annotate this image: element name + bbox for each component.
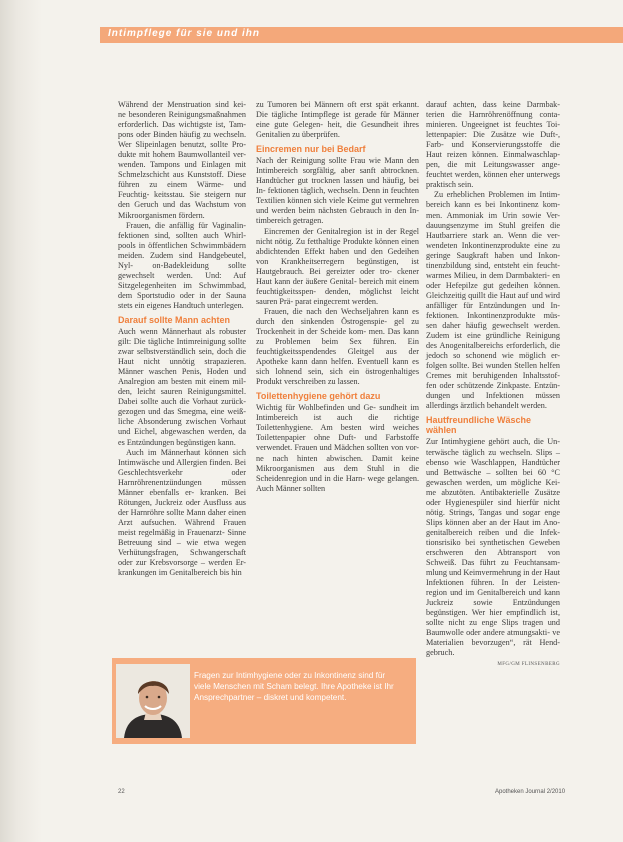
page-number: 22	[118, 789, 125, 795]
paragraph: Auch im Männerhaut können sich Intimwäsche und Allergien finden. Bei Geschlechtsverkehr oder Harnröhrenentzündungen müssen Männer ebenfalls er- kranken. Bei Rötungen, Juckreiz oder Ausfluss aus der Harnröhre sollte Mann daher einen Arzt aufsuchen. Während Frauen meist regelmäßig in Frauenarzt- Sinne Betreuung sind – wie etwa wegen Verhütungsfragen, Schwangerschaft oder zur Krebsvorsorge – werden Er- krankungen im Genitalbereich bis hin	[118, 447, 246, 578]
paragraph: Auch wenn Männerhaut als robuster gilt: Die tägliche Intimreinigung sollte zwar selbstverständlich sein, doch die Haut nicht unnötig strapazieren. Männer waschen Penis, Hoden und Analregion am besten mit einem mil- den, leicht sauren Reinigungsmittel. Dabei sollte auch die Vorhaut zurück- gezogen und das Smegma, eine weiß- liche Absonderung zwischen Vorhaut und Eichel, abgewaschen werden, da es Entzündungen begünstigen kann.	[118, 326, 246, 447]
issue-label: Apotheken Journal 2/2010	[495, 789, 566, 795]
paragraph: Nach der Reinigung sollte Frau wie Mann den Intimbereich sorgfältig, aber sanft abtrocknen. Handtücher gut trocknen lassen und häufig, bei In- fektionen täglich, wechseln. Denn in feuchten Textilien können sich viele Keime gut vermehren und werden beim nächsten Gebrauch in den In- timbereich getragen.	[256, 156, 419, 226]
author-photo	[116, 664, 190, 738]
info-box	[112, 658, 416, 744]
paragraph: Eincremen der Genitalregion ist in der Regel nicht nötig. Zu fetthaltige Produkte können einen abdichtenden Effekt haben und den Gedeihen von Krankheitserregern begünstigen, ist Hautgebrauch. Bei gereizter oder tro- ckener Haut kann der äußere Genital- bereich mit einem feuchtigkeitsspen- denden, möglichst leicht sauren Prä- parat eingecremt werden.	[256, 226, 419, 306]
section-header-title: Intimpflege für sie und ihn	[108, 28, 260, 39]
info-box-text: Fragen zur Intimhygiene oder zu Inkontinenz sind für viele Menschen mit Scham belegt. Ihre Apotheke ist Ihr Ansprechpartner – diskret und kompetent.	[194, 671, 394, 702]
paragraph: Zu erheblichen Problemen im Intim- bereich kann es bei Inkontinenz kom- men. Ammoniak im Urin sowie Ver- dauungsenzyme im Stuhl greifen die Hautbarriere stark an. Wenn die ver- wendeten Inkontinenzprodukte eine zu geringe Saugkraft haben und Inkon- tinenzbildung sind, entsteht ein feucht- warmes Milieu, in dem Darmbakteri- en oder Hefepilze gut gedeihen können. Gleichzeitig quillt die Haut auf und wird anfälliger für Entzündungen und In- fektionen. Inkontinenzprodukte müs- sen daher häufig gewechselt werden. Zudem ist eine gründliche Reinigung des Anogenitalbereichs erforderlich, die jedoch so schonend wie möglich er- folgen sollte. Bei wunden Stellen helfen Cremes mit beruhigenden Inhaltsstof- fen oder schützende Zinkpaste. Entzün- dungen und Infektionen müssen allerdings ärztlich behandelt werden.	[426, 190, 560, 411]
paragraph: darauf achten, dass keine Darmbak- terien die Harnröhrenöffnung conta- minieren. Ungeeignet ist feuchtes Toi- lettenpapier: Die Zusätze wie Duft-, Farb- und Konservierungsstoffe die Haut reizen können. Einmalwaschlap- pen, die mit Leitungswasser ange- feuchtet werden, können eher unterwegs praktisch sein.	[426, 100, 560, 190]
paragraph: Während der Menstruation sind kei- ne besonderen Reinigungsmaßnahmen erforderlich. Das wichtigste ist, Tam- pons oder Binden häufig zu wechseln. Wer Slipeinlagen benutzt, sollte Pro- dukte mit hohem Baumwollanteil ver- wenden. Tampons und Einlagen mit Schmelzschicht aus Kunststoff. Diese führen zu einem Wärme- und Feuchtig- keitsstau. Sie steigern nur den Geruch und das Wachstum von Mikroorganismen fördern.	[118, 100, 246, 220]
source-credit: MFG/GM FLINSENBERG	[497, 662, 560, 668]
paragraph: Frauen, die anfällig für Vaginalin- fektionen sind, sollten auch Whirl- pools in öffentlichen Schwimmbädern meiden. Zudem sind Handgebeutel, Nyl- on-Badekleidung sollte gewechselt werden. Und: Auf Sitzgelegenheiten im Schwimmbad, dem Sportstudio oder in der Sauna stets ein eigenes Handtuch unterlegen.	[118, 220, 246, 310]
paragraph: Zur Intimhygiene gehört auch, die Un- terwäsche täglich zu wechseln. Slips – ebenso wie Waschlappen, Handtücher und Bettwäsche – sollten bei 60 °C gewaschen werden, um mögliche Kei- me abzutöten. Antibakterielle Zusätze oder Hygienespüler sind hierfür nicht nötig. Strings, Tangas und sogar enge Slips können aber an der Haut im Ano- genitalbereich reiben und die Infek- tionsrisiko bei synthetischen Geweben erschweren den Abtransport von Schweiß. Das führt zu Feuchtansam- mlung und Keimvermehrung in der Haut Infektionen führen. In der Leisten- region und im Genitalbereich und kann Juckreiz sowie Entzündungen begünstigen. Wer hier empfindlich ist, sollte nicht zu enge Slips tragen und Baumwolle oder andere atmungsakti- ve Materialien bevorzugen“, rät Hend- gebruch.	[426, 437, 560, 658]
article-column-1	[118, 100, 246, 578]
subheading: Toilettenhygiene gehört dazu	[256, 391, 381, 402]
subheading: Eincremen nur bei Bedarf	[256, 144, 366, 155]
article-column-2	[256, 100, 419, 525]
paragraph: Frauen, die nach den Wechseljahren kann es durch den sinkenden Östrogenspie- gel zu Trockenheit in der Scheide kom- men. Das kann zu Problemen beim Sex führen. Ein feuchtigkeitsspendendes Gleitgel aus der Apotheke kann dann helfen. Eventuell kann es sich lohnend sein, sich ein östrogenhaltiges Produkt verschreiben zu lassen.	[256, 306, 419, 387]
page-spine-shadow	[0, 0, 42, 842]
section-header-bar	[100, 27, 623, 43]
subheading: Darauf sollte Mann achten	[118, 314, 231, 325]
paragraph: Wichtig für Wohlbefinden und Ge- sundheit im Intimbereich ist auch die richtige Toilettenhygiene. Am besten wird weiches Toilettenpapier ohne Duft- und Farbstoffe verwendet. Frauen und Mädchen sollten von vor- ne nach hinten abwischen. Damit keine Mikroorganismen aus dem Stuhl in die Scheidenregion und in die Harn- wege gelangen. Auch Männer sollten	[256, 403, 419, 493]
article-column-3	[426, 100, 560, 790]
paragraph: zu Tumoren bei Männern oft erst spät erkannt. Die tägliche Intimpflege ist gerade für Männer eine gute Gelegen- heit, die Gesundheit ihres Genitalien zu überprüfen.	[256, 100, 419, 140]
subheading: Hautfreundliche Wäsche wählen	[426, 415, 532, 436]
